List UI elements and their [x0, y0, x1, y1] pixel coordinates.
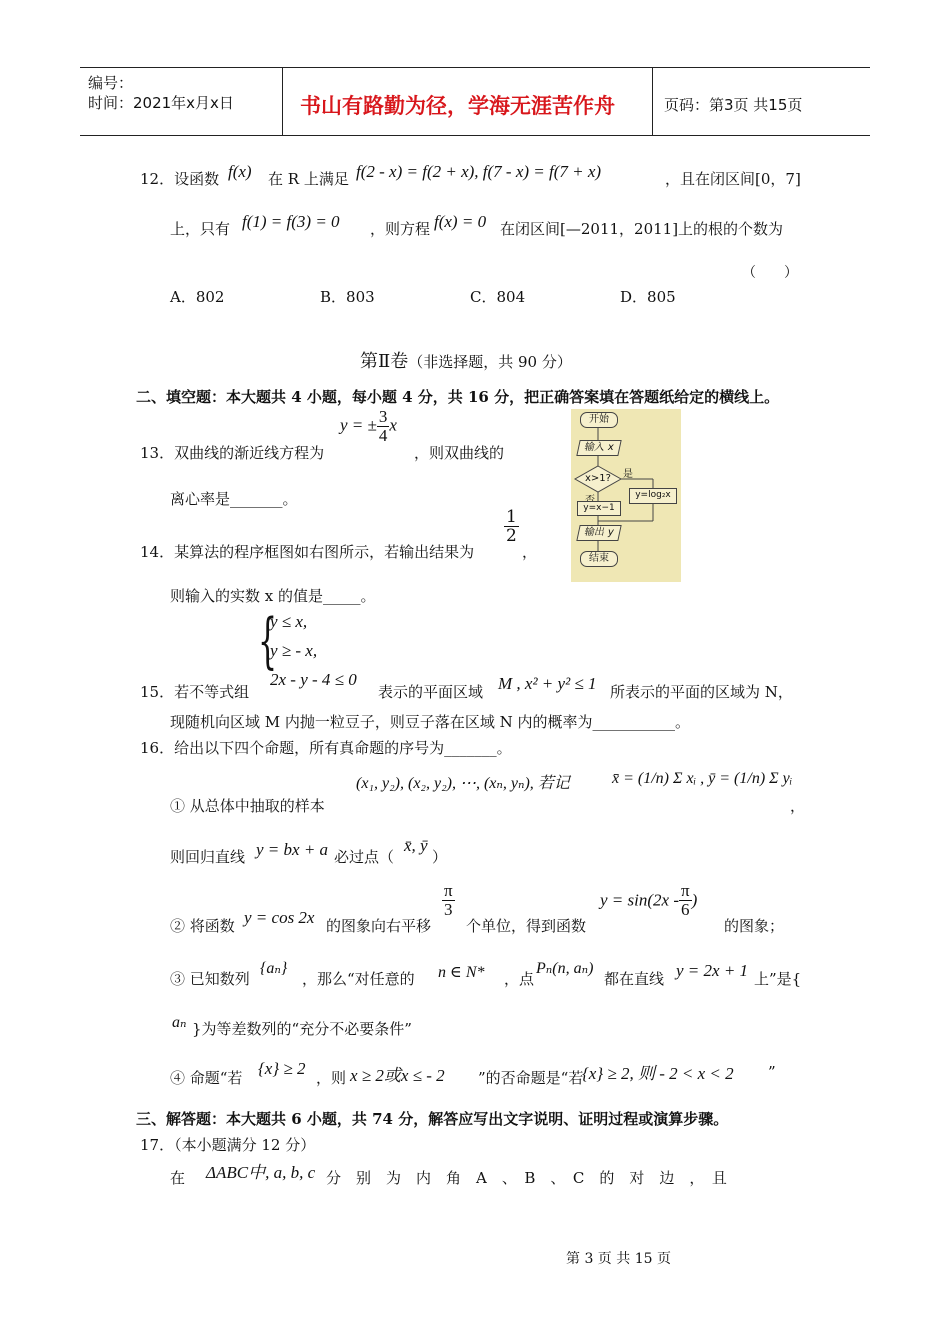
- q16-s3-an: aₙ: [172, 1014, 187, 1031]
- q12-fx: f(x): [228, 162, 252, 181]
- q12-line2c: 在闭区间[—2011，2011]上的根的个数为: [500, 220, 784, 238]
- q12-condition: f(2 - x) = f(2 + x), f(7 - x) = f(7 + x): [356, 162, 602, 181]
- q15-system-3: 2x - y - 4 ≤ 0: [270, 670, 357, 689]
- q13-eq-left: y = ±: [340, 415, 377, 435]
- part2-title-main: 第Ⅱ卷: [360, 351, 409, 372]
- q12-interval: ，且在闭区间[0，7]: [665, 170, 801, 188]
- header-bottom-rule: [80, 135, 870, 136]
- q13-text-a: 13．双曲线的渐近线方程为: [140, 444, 325, 462]
- q16-s2-shift-num: π: [444, 881, 453, 900]
- q16-s1-point: x̄, ȳ: [404, 836, 428, 855]
- page-footer: 第 3 页 共 15 页: [566, 1251, 671, 1267]
- q14-text-c: 则输入的实数 x 的值是_____。: [170, 587, 376, 605]
- q16-s3-n: n ∈ N*: [438, 964, 485, 981]
- q16-s3-point: Pₙ(n, aₙ): [536, 960, 594, 977]
- q15-brace: {: [258, 606, 278, 676]
- q16-s2-g-den: 6: [681, 900, 690, 919]
- flowchart-minus-box: y=x−1: [577, 501, 621, 516]
- document-number-label: 编号：: [88, 74, 134, 92]
- q16-s1-text-b: 则回归直线: [170, 848, 246, 866]
- q16-s1-text-c: 必过点（: [334, 848, 395, 866]
- flowchart-log-box: y=log₂x: [629, 488, 677, 504]
- q15-text-a: 15．若不等式组: [140, 683, 250, 701]
- q16-s2-text-b: 的图象向右平移: [326, 917, 432, 935]
- document-date: 时间：2021年x月x日: [88, 94, 234, 112]
- flowchart-start: 开始: [580, 412, 618, 428]
- q16-s2-text-d: 的图象；: [724, 917, 785, 935]
- q13-eq-right: x: [389, 415, 397, 435]
- part2-subtitle: （非选择题，共 90 分）: [408, 353, 572, 371]
- q16-s3-text-e: 上”是{: [754, 970, 802, 988]
- flowchart-end: 结束: [580, 551, 618, 567]
- q16-s3-text-f: }为等差数列的“充分不必要条件”: [192, 1020, 412, 1038]
- header-page-info: 页码：第3页 共15页: [664, 96, 803, 114]
- q16-s3-sequence: {aₙ}: [260, 960, 288, 977]
- q14-text-b: ，: [522, 543, 538, 561]
- q13-asymptote: [340, 408, 397, 445]
- q16-s2-g-num: π: [680, 881, 690, 900]
- q16-s2-shift: [442, 882, 455, 919]
- q16-s4-text-d: ”: [768, 1063, 776, 1081]
- q12-line2a: 上，只有: [170, 220, 231, 238]
- q16-s3-text-b: ，那么“对任意的: [302, 970, 415, 988]
- q15-text-d: 现随机向区域 M 内抛一粒豆子，则豆子落在区域 N 内的概率为___________。: [170, 713, 691, 731]
- q16-s3-line: y = 2x + 1: [676, 961, 749, 980]
- q16-s2-g-end: ): [691, 890, 698, 910]
- q12-option-c: C．804: [470, 288, 526, 306]
- q16-s2-g: [600, 882, 697, 919]
- header-motto: 书山有路勤为径，学海无涯苦作舟: [300, 94, 615, 118]
- q12-line2b: ，则方程: [370, 220, 431, 238]
- q12-equation: f(x) = 0: [434, 212, 487, 231]
- q15-system-1: y ≤ x,: [270, 612, 308, 631]
- flowchart-yes: 是: [623, 469, 633, 480]
- q12-option-a: A．802: [170, 288, 225, 306]
- q12-answer-paren: （ ）: [742, 265, 798, 281]
- q16-s4-negation: {x} ≥ 2, 则 - 2 < x < 2: [582, 1064, 734, 1083]
- q13-text-c: 离心率是_______。: [170, 490, 298, 508]
- q13-text-b: ，则双曲线的: [414, 444, 505, 462]
- flowchart-image: [571, 409, 681, 582]
- q15-text-c: 所表示的平面的区域为 N，: [610, 683, 793, 701]
- flowchart-input: 输入 x: [576, 440, 621, 456]
- q14-text-a: 14．某算法的程序框图如右图所示，若输出结果为: [140, 543, 475, 561]
- q16-s4-premise: {x} ≥ 2: [258, 1059, 306, 1078]
- q16-s1-comma: ，: [790, 797, 806, 815]
- q17-heading: 17．（本小题满分 12 分）: [140, 1136, 316, 1154]
- q17-text-a: 在: [170, 1169, 186, 1187]
- section-2-heading: 二、填空题：本大题共 4 小题，每小题 4 分，共 16 分，把正确答案填在答题纸给定的横线上。: [136, 388, 780, 406]
- part2-title: [360, 347, 572, 373]
- q16-s1-line: y = bx + a: [256, 840, 329, 859]
- q17-triangle: ΔABC中, a, b, c: [206, 1163, 316, 1182]
- q16-s2-text-c: 个单位，得到函数: [466, 917, 587, 935]
- flowchart-condition: x>1?: [585, 473, 611, 484]
- q16-s4-text-b: ，则: [316, 1069, 347, 1087]
- q16-s3-text-c: ，点: [504, 970, 535, 988]
- q14-fraction: [504, 508, 519, 545]
- q16-s4-conclusion: x ≥ 2或x ≤ - 2: [350, 1066, 445, 1085]
- q16-s3-text-a: ③ 已知数列: [170, 970, 250, 988]
- q16-s2-f: y = cos 2x: [244, 908, 315, 927]
- header-divider-right: [652, 67, 653, 136]
- q16-s2-shift-den: 3: [444, 900, 453, 919]
- q16-s1-means: x̄ = (1/n) Σ xᵢ , ȳ = (1/n) Σ yᵢ: [612, 770, 793, 787]
- q15-system-2: y ≥ - x,: [270, 641, 318, 660]
- q13-frac-num: 3: [378, 407, 388, 426]
- q16-s1-text-d: ）: [432, 848, 448, 866]
- q12-intro: 12．设函数: [140, 170, 220, 188]
- q16-s1-text: ① 从总体中抽取的样本: [170, 797, 325, 815]
- q12-on-r: 在 R 上满足: [268, 170, 349, 188]
- q13-frac-den: 4: [378, 426, 388, 445]
- q16-s2-g-text: y = sin(2x -: [600, 890, 679, 910]
- q15-text-b: 表示的平面区域: [378, 683, 484, 701]
- q12-option-d: D．805: [620, 288, 676, 306]
- header-top-rule: [80, 67, 870, 68]
- q15-region-m: M , x² + y² ≤ 1: [498, 674, 597, 693]
- q17-text-b: 分 别 为 内 角 A 、 B 、 C 的 对 边 ， 且: [326, 1169, 727, 1187]
- q16-s2-text-a: ② 将函数: [170, 917, 235, 935]
- q16-s4-text-c: ”的否命题是“若: [478, 1069, 584, 1087]
- q12-option-b: B．803: [320, 288, 375, 306]
- q16-s1-sample: (x₁, y₂), (x₂, y₂), ⋯, (xₙ, yₙ), 若记: [356, 775, 570, 792]
- flowchart-output: 输出 y: [576, 525, 621, 541]
- header-divider-left: [282, 67, 283, 136]
- q14-frac-num: 1: [506, 507, 517, 527]
- q16-intro: 16．给出以下四个命题，所有真命题的序号为_______。: [140, 739, 512, 757]
- q14-frac-den: 2: [506, 526, 517, 546]
- q16-s3-text-d: 都在直线: [604, 970, 665, 988]
- q16-s4-text-a: ④ 命题“若: [170, 1069, 243, 1087]
- section-3-heading: 三、解答题：本大题共 6 小题，共 74 分，解答应写出文字说明、证明过程或演算步骤。: [136, 1110, 729, 1128]
- q12-condition2: f(1) = f(3) = 0: [242, 212, 340, 231]
